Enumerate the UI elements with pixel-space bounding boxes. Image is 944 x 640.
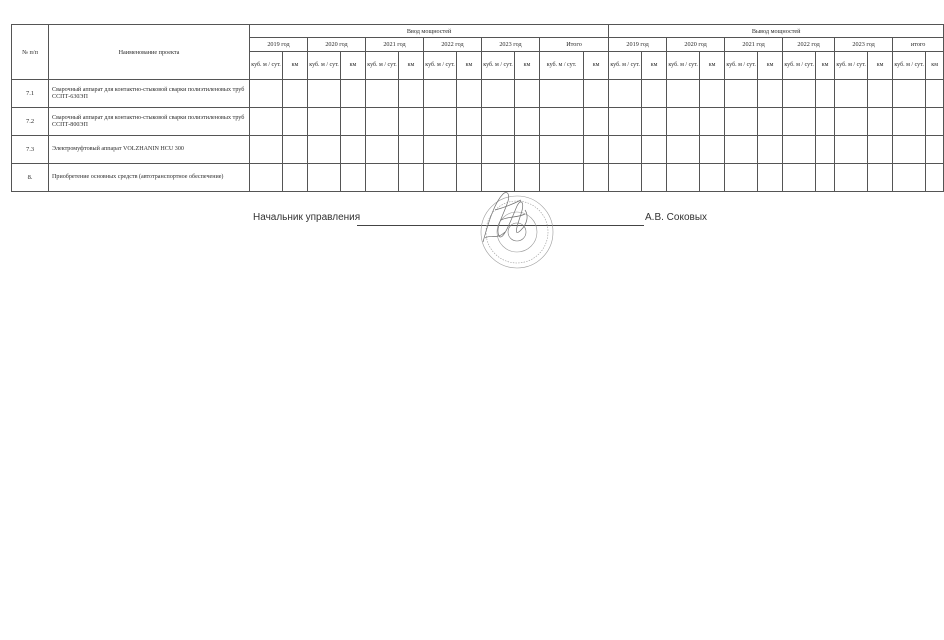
value-cell	[926, 136, 944, 164]
value-cell	[366, 136, 399, 164]
value-cell	[816, 108, 835, 136]
unit-volume-header: куб. м / сут.	[667, 52, 700, 80]
year-header: 2019 год	[250, 38, 308, 52]
value-cell	[540, 108, 584, 136]
value-cell	[642, 136, 667, 164]
value-cell	[609, 80, 642, 108]
value-cell	[424, 164, 457, 192]
unit-km-header: км	[399, 52, 424, 80]
value-cell	[783, 136, 816, 164]
group-header-input: Ввод мощностей	[250, 25, 609, 38]
seal-inner-ring	[497, 212, 537, 252]
handwritten-signature	[483, 192, 527, 242]
value-cell	[835, 136, 868, 164]
value-cell	[758, 136, 783, 164]
value-cell	[399, 80, 424, 108]
table-row	[12, 136, 944, 164]
value-cell	[926, 108, 944, 136]
unit-km-header: км	[926, 52, 944, 80]
value-cell	[283, 136, 308, 164]
unit-volume-header: куб. м / сут.	[482, 52, 515, 80]
value-cell	[250, 108, 283, 136]
project-name: Приобретение основных средств (автотранспортное обеспечение)	[49, 164, 250, 192]
value-cell	[868, 80, 893, 108]
unit-km-header: км	[457, 52, 482, 80]
unit-volume-header: куб. м / сут.	[609, 52, 642, 80]
group-header-output: Вывод мощностей	[609, 25, 944, 38]
value-cell	[482, 108, 515, 136]
row-number: 7.2	[12, 108, 49, 136]
unit-km-header: км	[758, 52, 783, 80]
value-cell	[457, 80, 482, 108]
unit-volume-header: куб. м / сут.	[424, 52, 457, 80]
row-number: 7.1	[12, 80, 49, 108]
value-cell	[457, 108, 482, 136]
table-row	[12, 80, 944, 108]
value-cell	[783, 164, 816, 192]
value-cell	[700, 164, 725, 192]
unit-km-header: км	[700, 52, 725, 80]
unit-volume-header: куб. м / сут.	[893, 52, 926, 80]
value-cell	[250, 164, 283, 192]
value-cell	[609, 136, 642, 164]
row-number: 8.	[12, 164, 49, 192]
value-cell	[424, 108, 457, 136]
value-cell	[700, 80, 725, 108]
value-cell	[783, 108, 816, 136]
value-cell	[341, 80, 366, 108]
value-cell	[366, 108, 399, 136]
value-cell	[725, 136, 758, 164]
value-cell	[341, 136, 366, 164]
value-cell	[868, 164, 893, 192]
value-cell	[515, 80, 540, 108]
value-cell	[700, 108, 725, 136]
value-cell	[835, 108, 868, 136]
value-cell	[308, 108, 341, 136]
table-row	[12, 108, 944, 136]
value-cell	[816, 164, 835, 192]
capacity-table	[11, 24, 944, 192]
value-cell	[584, 108, 609, 136]
unit-volume-header: куб. м / сут.	[250, 52, 283, 80]
value-cell	[816, 136, 835, 164]
value-cell	[758, 80, 783, 108]
year-header: 2019 год	[609, 38, 667, 52]
unit-km-header: км	[868, 52, 893, 80]
value-cell	[540, 136, 584, 164]
unit-km-header: км	[816, 52, 835, 80]
value-cell	[399, 164, 424, 192]
value-cell	[642, 164, 667, 192]
unit-km-header: км	[584, 52, 609, 80]
signature-position: Начальник управления	[253, 212, 361, 223]
year-header: 2022 год	[783, 38, 835, 52]
project-name: Электромуфтовый аппарат VOLZHANIN HCU 300	[49, 136, 250, 164]
col-header-name: Наименование проекта	[49, 25, 250, 80]
value-cell	[482, 136, 515, 164]
value-cell	[725, 108, 758, 136]
year-header: 2022 год	[424, 38, 482, 52]
value-cell	[783, 80, 816, 108]
unit-km-header: км	[642, 52, 667, 80]
value-cell	[816, 80, 835, 108]
year-header: 2023 год	[482, 38, 540, 52]
value-cell	[725, 164, 758, 192]
unit-km-header: км	[283, 52, 308, 80]
value-cell	[283, 164, 308, 192]
value-cell	[893, 108, 926, 136]
value-cell	[667, 136, 700, 164]
value-cell	[250, 80, 283, 108]
value-cell	[609, 108, 642, 136]
value-cell	[399, 136, 424, 164]
signature-block	[0, 209, 905, 289]
value-cell	[893, 136, 926, 164]
row-number: 7.3	[12, 136, 49, 164]
value-cell	[758, 108, 783, 136]
value-cell	[926, 80, 944, 108]
value-cell	[667, 108, 700, 136]
value-cell	[283, 80, 308, 108]
value-cell	[584, 136, 609, 164]
year-header: 2020 год	[667, 38, 725, 52]
value-cell	[366, 164, 399, 192]
year-header: 2020 год	[308, 38, 366, 52]
value-cell	[424, 80, 457, 108]
unit-volume-header: куб. м / сут.	[540, 52, 584, 80]
value-cell	[540, 80, 584, 108]
col-header-no: № п/п	[12, 25, 49, 80]
value-cell	[642, 108, 667, 136]
unit-volume-header: куб. м / сут.	[725, 52, 758, 80]
unit-km-header: км	[515, 52, 540, 80]
value-cell	[341, 108, 366, 136]
value-cell	[609, 164, 642, 192]
official-seal	[455, 180, 575, 280]
value-cell	[926, 164, 944, 192]
value-cell	[868, 136, 893, 164]
unit-volume-header: куб. м / сут.	[835, 52, 868, 80]
value-cell	[667, 80, 700, 108]
year-header: 2021 год	[366, 38, 424, 52]
project-name: Сварочный аппарат для контактно-стыковой сварки полиэтиленовых труб ССПТ-800ЭП	[49, 108, 250, 136]
value-cell	[700, 136, 725, 164]
value-cell	[835, 80, 868, 108]
seal-text-ring	[486, 201, 548, 263]
value-cell	[868, 108, 893, 136]
value-cell	[758, 164, 783, 192]
unit-km-header: км	[341, 52, 366, 80]
value-cell	[893, 164, 926, 192]
value-cell	[893, 80, 926, 108]
value-cell	[250, 136, 283, 164]
value-cell	[667, 164, 700, 192]
value-cell	[584, 164, 609, 192]
unit-volume-header: куб. м / сут.	[366, 52, 399, 80]
unit-volume-header: куб. м / сут.	[783, 52, 816, 80]
signature-name: А.В. Соковых	[645, 212, 708, 223]
year-header: Итого	[540, 38, 609, 52]
value-cell	[457, 136, 482, 164]
value-cell	[424, 136, 457, 164]
value-cell	[642, 80, 667, 108]
value-cell	[482, 80, 515, 108]
year-header: итого	[893, 38, 944, 52]
year-header: 2023 год	[835, 38, 893, 52]
value-cell	[283, 108, 308, 136]
value-cell	[366, 80, 399, 108]
document-page	[11, 24, 939, 192]
year-header: 2021 год	[725, 38, 783, 52]
value-cell	[584, 80, 609, 108]
unit-volume-header: куб. м / сут.	[308, 52, 341, 80]
value-cell	[399, 108, 424, 136]
value-cell	[308, 80, 341, 108]
value-cell	[515, 136, 540, 164]
value-cell	[341, 164, 366, 192]
value-cell	[835, 164, 868, 192]
value-cell	[308, 164, 341, 192]
value-cell	[725, 80, 758, 108]
value-cell	[515, 108, 540, 136]
value-cell	[308, 136, 341, 164]
project-name: Сварочный аппарат для контактно-стыковой сварки полиэтиленовых труб ССПТ-630ЭП	[49, 80, 250, 108]
